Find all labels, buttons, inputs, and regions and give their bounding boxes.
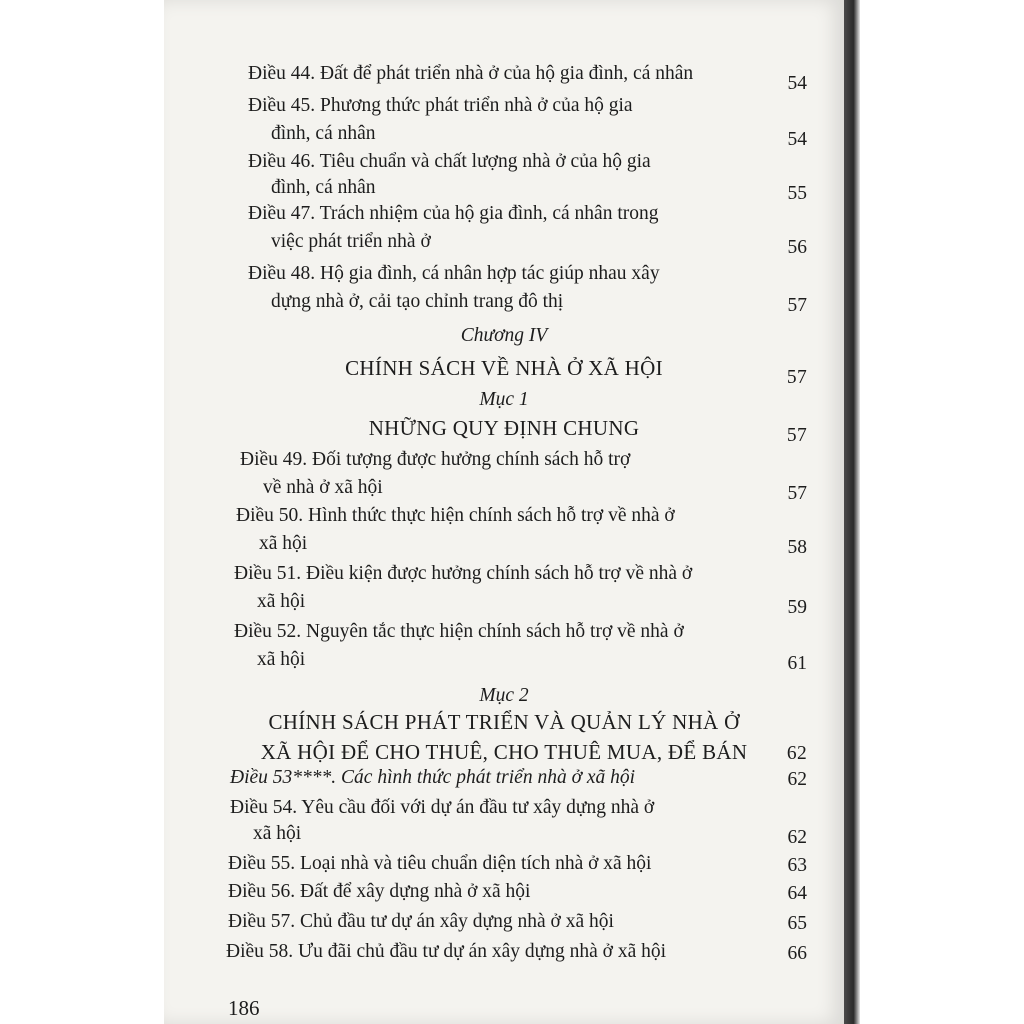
toc-entry-page: 62	[787, 769, 807, 790]
toc-entry-title-cont: đình, cá nhân	[271, 123, 376, 144]
toc-entry-title: Điều 53****. Các hình thức phát triển nhà ở xã hội	[230, 767, 636, 788]
toc-entry-page: 57	[787, 295, 807, 316]
toc-entry-page: 62	[787, 827, 807, 848]
toc-entry-page: 55	[787, 183, 807, 204]
toc-entry-page: 62	[786, 743, 807, 764]
toc-entry-page: 56	[787, 237, 807, 258]
section-label-text: Mục 1	[479, 389, 529, 410]
toc-entry-page: 66	[787, 943, 807, 964]
toc-entry-page: 58	[787, 537, 807, 558]
book-page	[164, 0, 844, 1024]
toc-entry-title: Điều 52. Nguyên tắc thực hiện chính sách hỗ trợ về nhà ở	[234, 621, 684, 642]
toc-entry-title: Điều 54. Yêu cầu đối với dự án đầu tư xây dựng nhà ở	[230, 797, 655, 818]
toc-entry-page: 59	[787, 597, 807, 618]
toc-entry-page: 54	[787, 73, 807, 94]
toc-entry-title-cont: về nhà ở xã hội	[263, 477, 383, 498]
toc-entry-page: 57	[787, 483, 807, 504]
toc-entry-page: 57	[786, 425, 807, 446]
toc-entry-title: Điều 48. Hộ gia đình, cá nhân hợp tác giúp nhau xây	[248, 263, 660, 284]
toc-entry-page: 64	[787, 883, 807, 904]
toc-entry-page: 57	[786, 367, 807, 388]
toc-entry-title: Điều 51. Điều kiện được hưởng chính sách hỗ trợ về nhà ở	[234, 563, 693, 584]
page-number: 186	[228, 996, 260, 1020]
section-title-text: NHỮNG QUY ĐỊNH CHUNG	[368, 416, 640, 440]
toc-entry-title-cont: dựng nhà ở, cải tạo chỉnh trang đô thị	[271, 291, 564, 312]
section-title-text: CHÍNH SÁCH PHÁT TRIỂN VÀ QUẢN LÝ NHÀ Ở	[268, 710, 740, 734]
toc-entry-title: Điều 44. Đất để phát triển nhà ở của hộ gia đình, cá nhân	[248, 63, 694, 84]
toc-entry-title: Điều 58. Ưu đãi chủ đầu tư dự án xây dựng nhà ở xã hội	[226, 941, 667, 962]
toc-entry-page: 65	[787, 913, 807, 934]
toc-entry-title: Điều 57. Chủ đầu tư dự án xây dựng nhà ở xã hội	[228, 911, 614, 932]
toc-entry-title: Điều 55. Loại nhà và tiêu chuẩn diện tích nhà ở xã hội	[228, 853, 652, 874]
page-edge-shadow	[844, 0, 860, 1024]
section-label-text: Mục 2	[479, 685, 529, 706]
toc-entry-page: 54	[787, 129, 807, 150]
toc-entry-title-cont: xã hội	[259, 533, 308, 554]
toc-entry-title: Điều 46. Tiêu chuẩn và chất lượng nhà ở của hộ gia	[248, 151, 651, 172]
toc-entry-page: 63	[787, 855, 807, 876]
toc-entry-title: Điều 47. Trách nhiệm của hộ gia đình, cá nhân trong	[248, 203, 659, 224]
toc-entry-page: 61	[787, 653, 807, 674]
chapter-label-text: Chương IV	[460, 325, 548, 346]
toc-entry-title-cont: xã hội	[257, 649, 306, 670]
toc-entry-title-cont: việc phát triển nhà ở	[271, 231, 431, 252]
toc-entry-title: Điều 45. Phương thức phát triển nhà ở của hộ gia	[248, 95, 633, 116]
toc-entry-title-cont: đình, cá nhân	[271, 177, 376, 198]
toc-entry-title-cont: xã hội	[253, 823, 302, 844]
section-title-text: XÃ HỘI ĐỂ CHO THUÊ, CHO THUÊ MUA, ĐỂ BÁN	[260, 740, 748, 764]
toc-entry-title: Điều 49. Đối tượng được hưởng chính sách hỗ trợ	[240, 449, 631, 470]
toc-entry-title-cont: xã hội	[257, 591, 306, 612]
toc-entry-title: Điều 56. Đất để xây dựng nhà ở xã hội	[228, 881, 531, 902]
chapter-title-text: CHÍNH SÁCH VỀ NHÀ Ở XÃ HỘI	[345, 356, 663, 380]
toc-entry-title: Điều 50. Hình thức thực hiện chính sách hỗ trợ về nhà ở	[236, 505, 675, 526]
